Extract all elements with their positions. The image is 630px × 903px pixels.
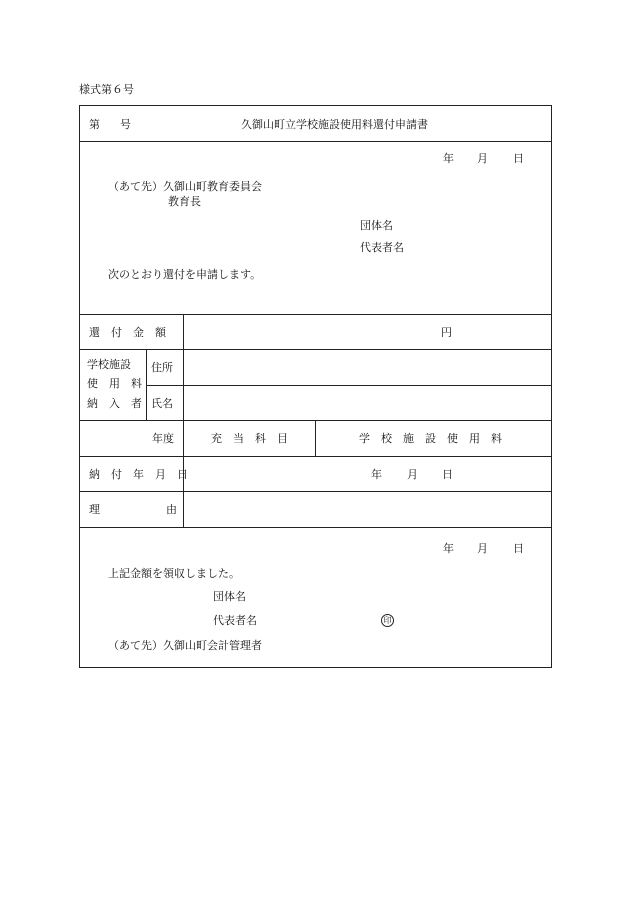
rule-application [80,314,551,315]
name-label: 氏名 [151,397,173,410]
payment-day: 日 [442,468,453,481]
payment-year: 年 [371,468,382,481]
payment-date-label: 納 付 年 月 日 [89,468,188,481]
refund-application-form [79,105,552,668]
seal-mark-icon: 印 [381,614,394,627]
payer-label-line1: 学校施設 [87,358,131,371]
payer-label-line2: 使 用 料 [87,377,142,390]
account-value: 学 校 施 設 使 用 料 [359,432,502,445]
applicant-representative-label: 代表者名 [360,241,404,254]
payer-label-line3: 納 入 者 [87,397,142,410]
receipt-statement: 上記金額を領収しました。 [108,567,240,580]
rule-amount [80,349,551,350]
receipt-day: 日 [513,542,524,555]
reason-label-last: 由 [166,503,177,516]
form-title: 久御山町立学校施設使用料還付申請書 [241,118,428,131]
fiscal-year-label: 年度 [152,432,174,445]
receipt-year: 年 [443,542,454,555]
application-day: 日 [513,152,524,165]
address-label: 住所 [151,361,173,374]
number-suffix: 号 [120,118,131,131]
rule-fiscal [80,456,551,457]
account-label: 充 当 科 目 [211,432,288,445]
rule-account-column [315,420,316,456]
receipt-org-label: 団体名 [213,590,246,603]
number-label: 第 [89,118,100,131]
application-statement: 次のとおり還付を申請します。 [108,268,262,281]
rule-payment-date [80,491,551,492]
addressee-board: （あて先）久御山町教育委員会 [108,180,262,193]
rule-header [80,141,551,142]
addressee-superintendent: 教育長 [168,195,201,208]
application-year: 年 [443,152,454,165]
receipt-addressee: （あて先）久御山町会計管理者 [108,639,262,652]
rule-payer-column [146,349,147,420]
payment-month: 月 [407,468,418,481]
receipt-month: 月 [477,542,488,555]
rule-address [146,385,551,386]
form-number: 様式第６号 [79,83,134,96]
applicant-org-label: 団体名 [360,219,393,232]
receipt-representative-label: 代表者名 [213,614,257,627]
rule-label-column [183,314,184,527]
rule-reason [80,527,551,528]
refund-amount-label: 還 付 金 額 [89,326,166,339]
application-month: 月 [477,152,488,165]
yen-unit: 円 [441,326,452,339]
reason-label-first: 理 [89,503,100,516]
